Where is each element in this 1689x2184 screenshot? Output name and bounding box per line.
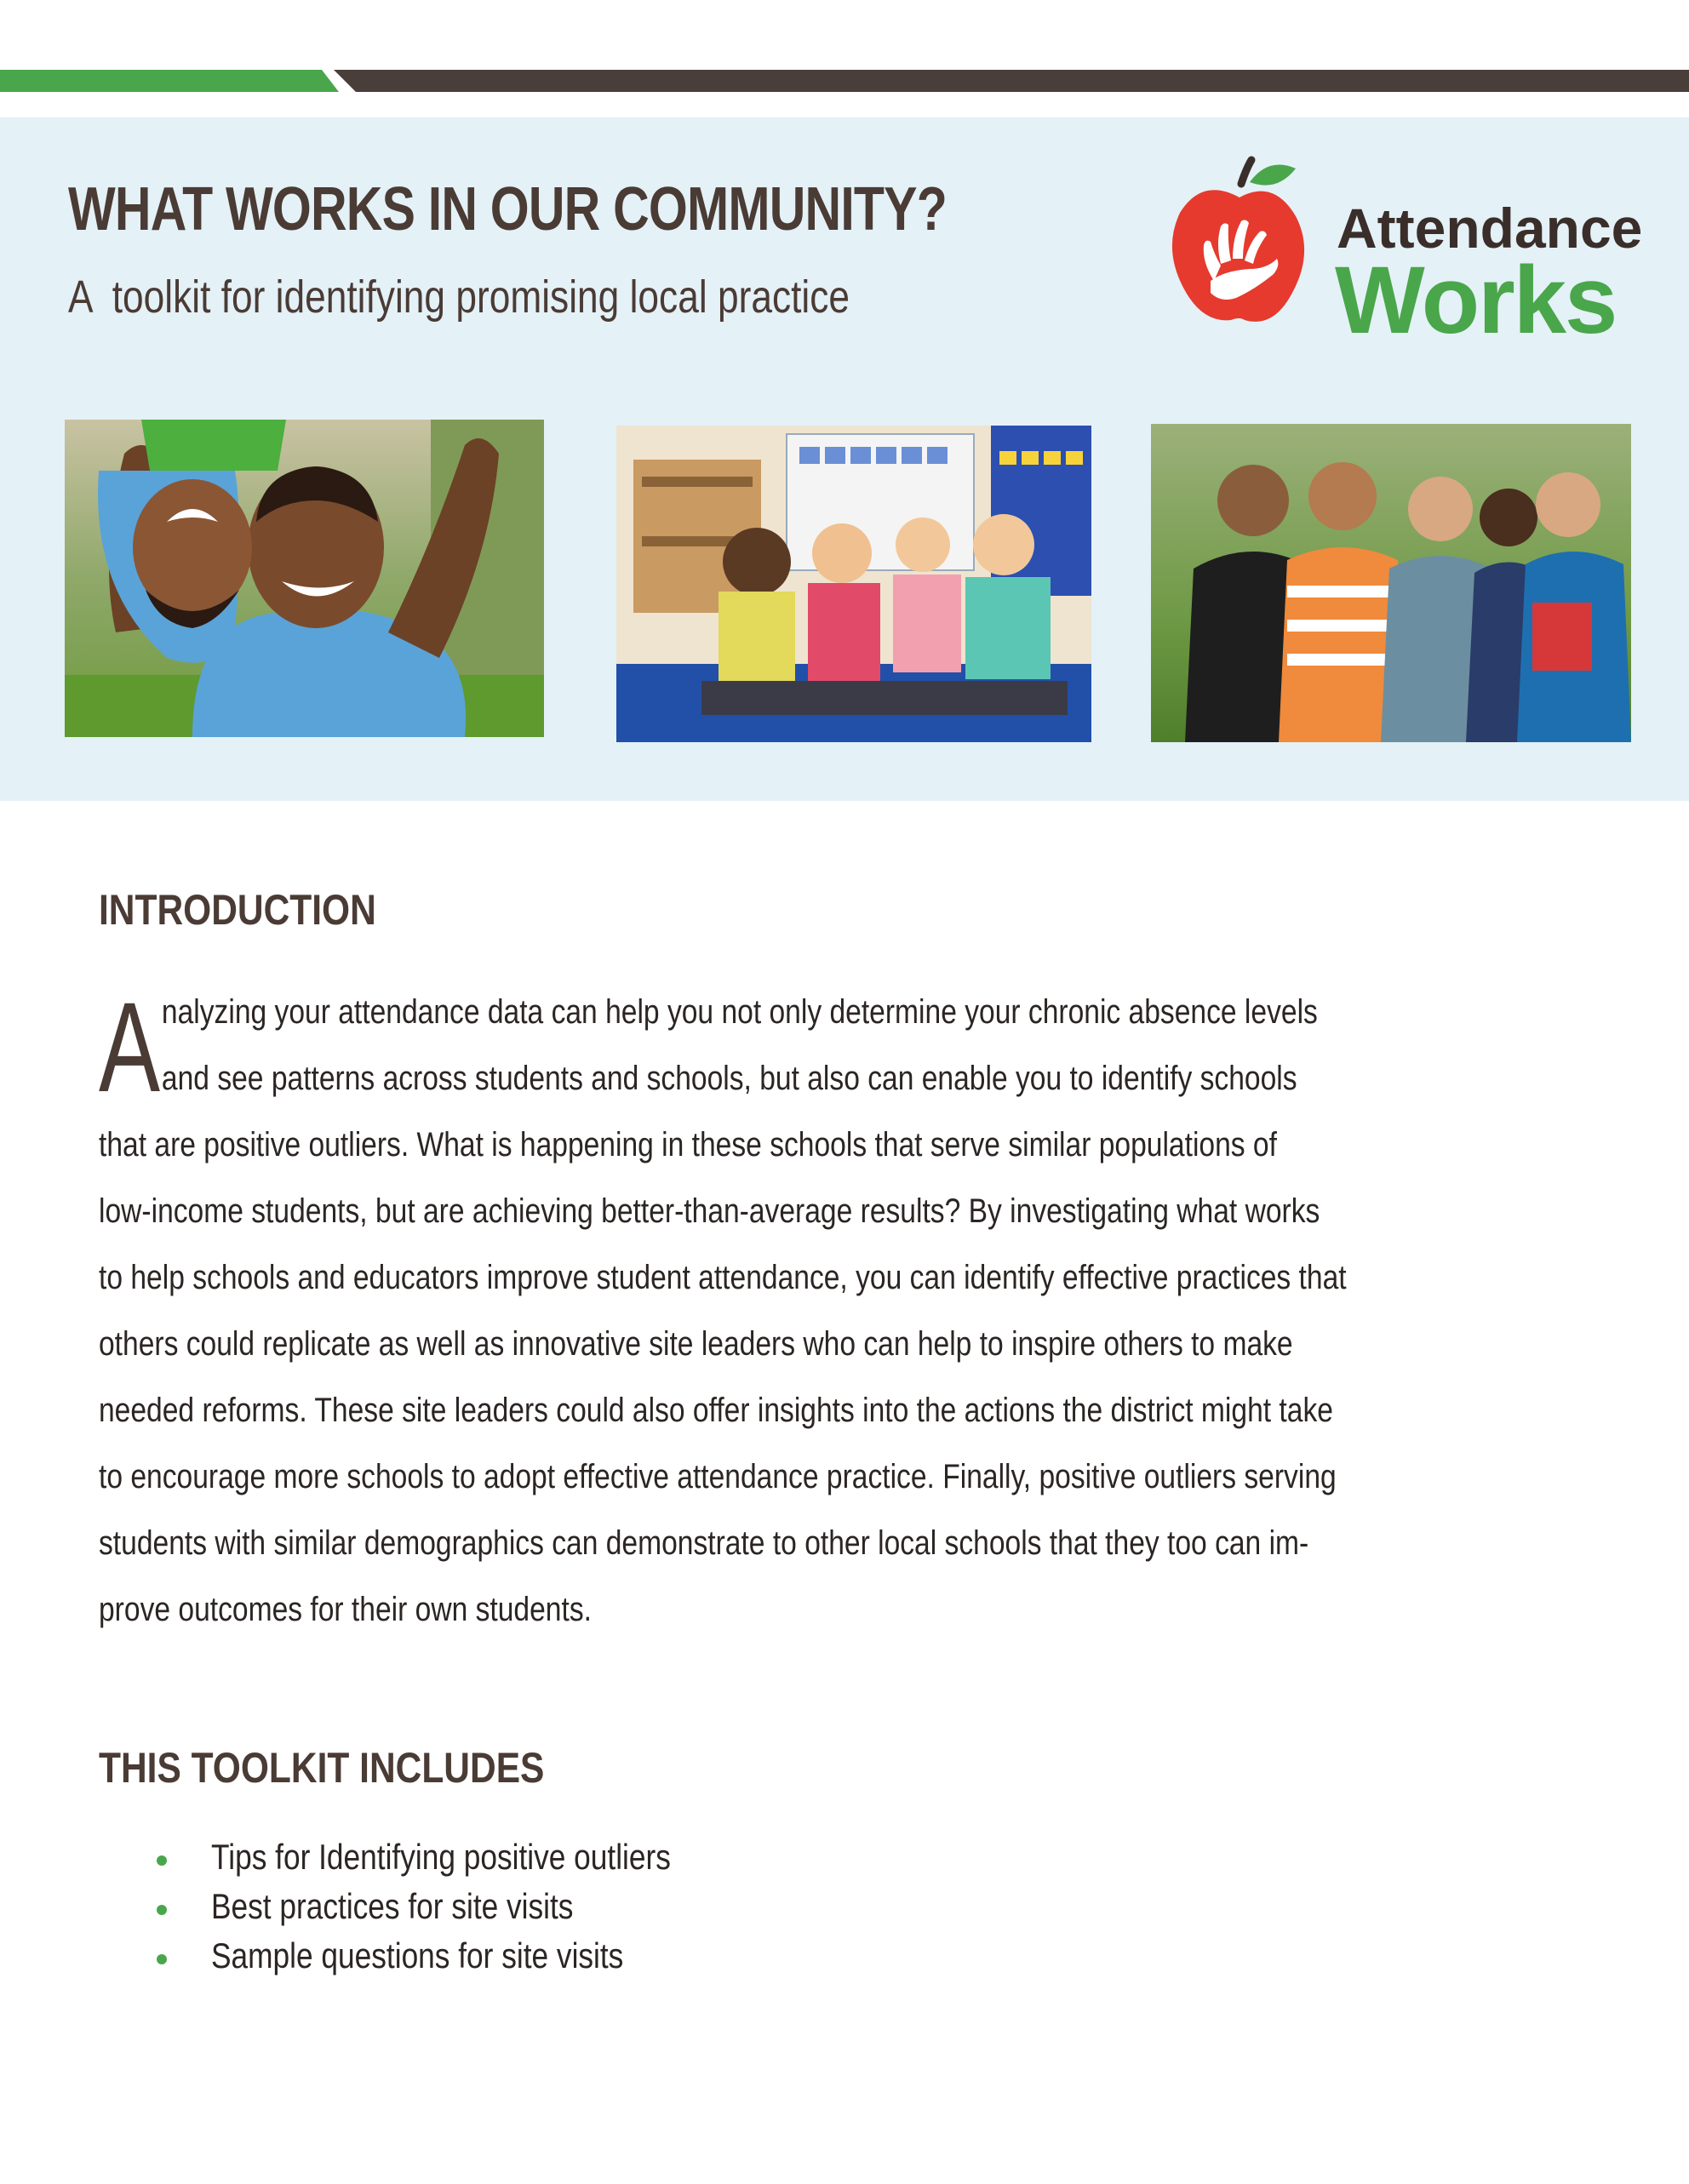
intro-line: low-income students, but are achieving better-than-average results? By investigating what works	[99, 1192, 1320, 1230]
intro-line: others could replicate as well as innovative site leaders who can help to inspire others to make	[99, 1325, 1293, 1363]
top-rule	[0, 70, 1689, 92]
teen-students-photo	[1151, 424, 1631, 742]
intro-line: nalyzing your attendance data can help you not only determine your chronic absence levels	[161, 993, 1318, 1031]
bullet-icon	[157, 1905, 167, 1915]
introduction-heading: INTRODUCTION	[99, 886, 376, 934]
list-item-text: Tips for Identifying positive outliers	[211, 1837, 671, 1877]
list-item-text: Best practices for site visits	[211, 1886, 574, 1926]
list-item-text: Sample questions for site visits	[211, 1935, 624, 1975]
introduction-paragraph	[99, 975, 1495, 1643]
bullet-icon	[157, 1855, 167, 1866]
logo-text-attendance: Attendance	[1337, 197, 1643, 260]
intro-line: prove outcomes for their own students.	[99, 1591, 592, 1628]
intro-dropcap: A	[99, 975, 161, 1118]
intro-line: and see patterns across students and schools, but also can enable you to identify schools	[161, 1060, 1297, 1097]
apple-hand-icon	[1168, 153, 1313, 332]
bullet-icon	[157, 1954, 167, 1964]
logo-text-works: Works	[1335, 247, 1617, 353]
intro-line: to encourage more schools to adopt effective attendance practice. Finally, positive outliers serving	[99, 1458, 1337, 1495]
father-and-child-photo	[65, 420, 544, 737]
intro-line: that are positive outliers. What is happening in these schools that serve similar populations of	[99, 1126, 1277, 1163]
intro-line: to help schools and educators improve student attendance, you can identify effective practices that	[99, 1259, 1347, 1296]
document-title: WHAT WORKS IN OUR COMMUNITY?	[68, 175, 947, 243]
intro-line: needed reforms. These site leaders could also offer insights into the actions the district might take	[99, 1392, 1333, 1429]
document-subtitle: A toolkit for identifying promising local practice	[68, 272, 850, 323]
attendance-works-logo	[1168, 153, 1643, 353]
toolkit-heading: THIS TOOLKIT INCLUDES	[99, 1744, 545, 1792]
intro-line: students with similar demographics can demonstrate to other local schools that they too can im-	[99, 1524, 1309, 1562]
classroom-children-photo	[616, 426, 1091, 742]
